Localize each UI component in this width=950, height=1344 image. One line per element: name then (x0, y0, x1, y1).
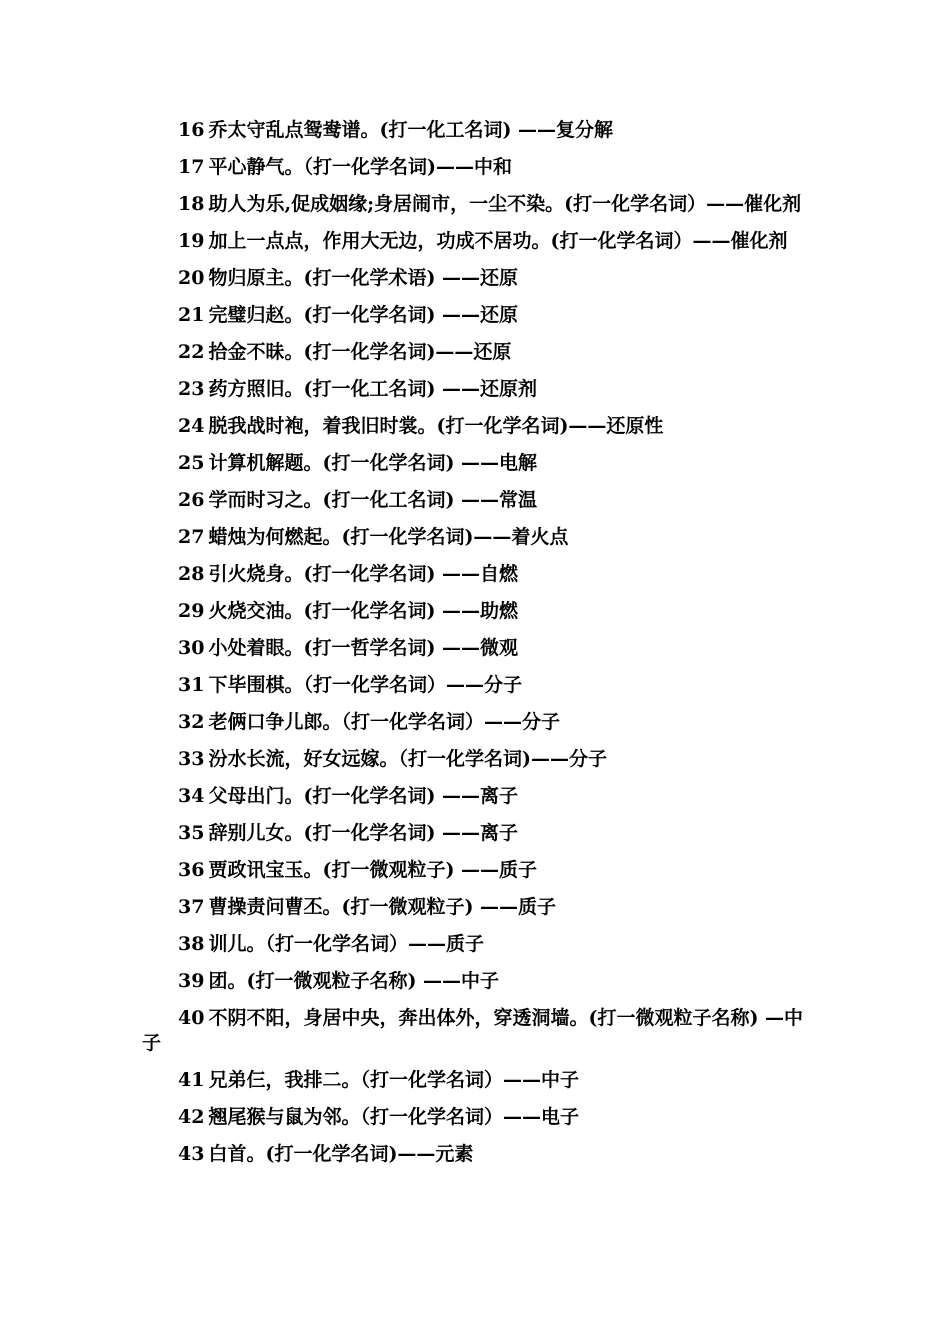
riddle-number: 30 (178, 637, 205, 659)
riddle-text: 药方照旧。(打一化工名词) ——还原剂 (208, 378, 538, 400)
riddle-text: 汾水长流，好女远嫁。（打一化学名词)——分子 (208, 748, 607, 770)
riddle-number: 18 (178, 193, 205, 215)
riddle-number: 31 (178, 674, 205, 696)
riddle-text: 辞别儿女。(打一化学名词) ——离子 (208, 822, 519, 844)
riddle-item (142, 673, 812, 698)
riddle-item (142, 1142, 812, 1167)
riddle-text: 兄弟仨，我排二。（打一化学名词）——中子 (208, 1069, 579, 1091)
riddle-number: 39 (178, 970, 205, 992)
riddle-text: 完璧归赵。(打一化学名词) ——还原 (208, 304, 519, 326)
riddle-number: 29 (178, 600, 205, 622)
riddle-item (142, 858, 812, 883)
riddle-text: 拾金不昧。(打一化学名词)——还原 (208, 341, 512, 363)
riddle-item (142, 451, 812, 476)
riddle-text: 物归原主。(打一化学术语) ——还原 (208, 267, 519, 289)
riddle-number: 35 (178, 822, 205, 844)
riddle-number: 42 (178, 1106, 205, 1128)
riddle-text: 乔太守乱点鸳鸯谱。(打一化工名词) ——复分解 (208, 119, 614, 141)
riddle-number: 27 (178, 526, 205, 548)
riddle-item (142, 118, 812, 143)
riddle-text: 团。(打一微观粒子名称) ——中子 (208, 970, 500, 992)
riddle-number: 43 (178, 1143, 205, 1165)
riddle-number: 33 (178, 748, 205, 770)
riddle-text: 白首。(打一化学名词)——元素 (208, 1143, 474, 1165)
riddle-item (142, 303, 812, 328)
riddle-list (142, 118, 812, 1179)
riddle-item (142, 747, 812, 772)
riddle-text: 助人为乐,促成姻缘;身居闹市，一尘不染。(打一化学名词）——催化剂 (208, 193, 802, 215)
riddle-item (142, 192, 812, 217)
riddle-text: 脱我战时袍，着我旧时裳。(打一化学名词)——还原性 (208, 415, 664, 437)
riddle-text: 平心静气。（打一化学名词)——中和 (208, 156, 512, 178)
riddle-item (142, 155, 812, 180)
riddle-number: 20 (178, 267, 205, 289)
riddle-number: 36 (178, 859, 205, 881)
riddle-number: 24 (178, 415, 205, 437)
riddle-item (142, 1105, 812, 1130)
riddle-item (142, 599, 812, 624)
riddle-item (142, 266, 812, 291)
riddle-text: 贾政讯宝玉。(打一微观粒子) ——质子 (208, 859, 538, 881)
riddle-item (142, 488, 812, 513)
riddle-number: 34 (178, 785, 205, 807)
riddle-item (142, 340, 812, 365)
riddle-number: 23 (178, 378, 205, 400)
riddle-text: 引火烧身。(打一化学名词) ——自燃 (208, 563, 519, 585)
riddle-number: 19 (178, 230, 205, 252)
riddle-item (142, 377, 812, 402)
riddle-number: 38 (178, 933, 205, 955)
riddle-text: 老俩口争儿郎。（打一化学名词）——分子 (208, 711, 560, 733)
riddle-item (142, 784, 812, 809)
riddle-text: 下毕围棋。（打一化学名词）——分子 (208, 674, 522, 696)
riddle-item (142, 562, 812, 587)
riddle-text: 学而时习之。(打一化工名词) ——常温 (208, 489, 538, 511)
riddle-item (142, 895, 812, 920)
riddle-item (142, 636, 812, 661)
riddle-text: 计算机解题。(打一化学名词) ——电解 (208, 452, 538, 474)
riddle-number: 40 (178, 1007, 205, 1029)
riddle-number: 37 (178, 896, 205, 918)
riddle-text: 翘尾猴与鼠为邻。（打一化学名词）——电子 (208, 1106, 579, 1128)
riddle-text: 训儿。（打一化学名词）——质子 (208, 933, 484, 955)
riddle-text: 蜡烛为何燃起。(打一化学名词)——着火点 (208, 526, 569, 548)
riddle-text: 曹操责问曹丕。(打一微观粒子) ——质子 (208, 896, 557, 918)
riddle-number: 21 (178, 304, 205, 326)
riddle-item (142, 229, 812, 254)
riddle-item (142, 969, 812, 994)
riddle-item (142, 414, 812, 439)
riddle-item (142, 821, 812, 846)
riddle-number: 28 (178, 563, 205, 585)
riddle-item (142, 1068, 812, 1093)
riddle-number: 16 (178, 119, 205, 141)
riddle-text: 火烧交油。(打一化学名词) ——助燃 (208, 600, 519, 622)
riddle-number: 32 (178, 711, 205, 733)
riddle-item (142, 932, 812, 957)
riddle-text: 加上一点点，作用大无边，功成不居功。(打一化学名词）——催化剂 (208, 230, 788, 252)
riddle-text: 父母出门。(打一化学名词) ——离子 (208, 785, 519, 807)
riddle-text: 不阴不阳，身居中央，奔出体外，穿透洞墙。(打一微观粒子名称) —中子 (142, 1007, 804, 1054)
riddle-item (142, 1006, 812, 1056)
riddle-number: 26 (178, 489, 205, 511)
riddle-text: 小处着眼。(打一哲学名词) ——微观 (208, 637, 519, 659)
riddle-number: 41 (178, 1069, 205, 1091)
riddle-item (142, 710, 812, 735)
riddle-number: 22 (178, 341, 205, 363)
riddle-number: 17 (178, 156, 205, 178)
riddle-number: 25 (178, 452, 205, 474)
riddle-item (142, 525, 812, 550)
